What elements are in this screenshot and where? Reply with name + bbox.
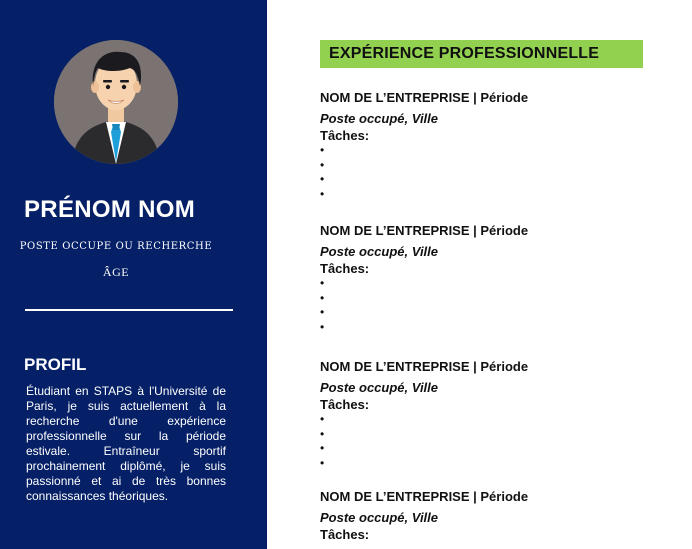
full-name: PRÉNOM NOM [24, 196, 195, 223]
task-list [320, 276, 528, 334]
experience-entry [320, 357, 528, 470]
experience-entry [320, 487, 528, 542]
divider [25, 309, 233, 311]
profile-description: Étudiant en STAPS à l'Université de Paris, je suis actuellement à la recherche d'une expérience professionnelle sur la période estivale. Entraîneur sportif prochainement diplômé, je suis passionné et ai de très bonnes connaissances théoriques. [26, 384, 226, 503]
task-bullet [320, 441, 528, 456]
company-period: NOM DE L’ENTREPRISE | Période [320, 223, 529, 238]
task-bullet [320, 276, 528, 291]
task-bullet [320, 143, 528, 158]
tasks-label: Tâches: [320, 527, 370, 542]
task-bullet [320, 305, 528, 320]
company-period: NOM DE L’ENTREPRISE | Période [320, 489, 529, 504]
tasks-label: Tâches: [320, 128, 370, 143]
tasks-label: Tâches: [320, 397, 370, 412]
task-bullet [320, 158, 528, 173]
position-city: Poste occupé, Ville [320, 244, 439, 259]
position-city: Poste occupé, Ville [320, 510, 439, 525]
position-city: Poste occupé, Ville [320, 111, 439, 126]
company-period: NOM DE L’ENTREPRISE | Période [320, 359, 529, 374]
main-content [320, 40, 660, 542]
task-bullet [320, 291, 528, 306]
age: ÂGE [102, 265, 130, 279]
task-bullet [320, 320, 528, 335]
task-bullet [320, 427, 528, 442]
experience-entry [320, 88, 528, 201]
task-bullet [320, 412, 528, 427]
sidebar [0, 0, 267, 549]
task-list [320, 412, 528, 470]
job-title: POSTE OCCUPE OU RECHERCHE [19, 241, 213, 252]
experience-heading: EXPÉRIENCE PROFESSIONNELLE [320, 40, 643, 68]
man-portrait-icon [54, 40, 178, 164]
task-bullet [320, 172, 528, 187]
experience-entry [320, 221, 528, 334]
company-period: NOM DE L’ENTREPRISE | Période [320, 90, 529, 105]
profile-avatar [54, 40, 178, 164]
task-list [320, 143, 528, 201]
task-bullet [320, 187, 528, 202]
task-bullet [320, 456, 528, 471]
tasks-label: Tâches: [320, 261, 370, 276]
profile-heading: PROFIL [24, 355, 87, 374]
position-city: Poste occupé, Ville [320, 380, 439, 395]
